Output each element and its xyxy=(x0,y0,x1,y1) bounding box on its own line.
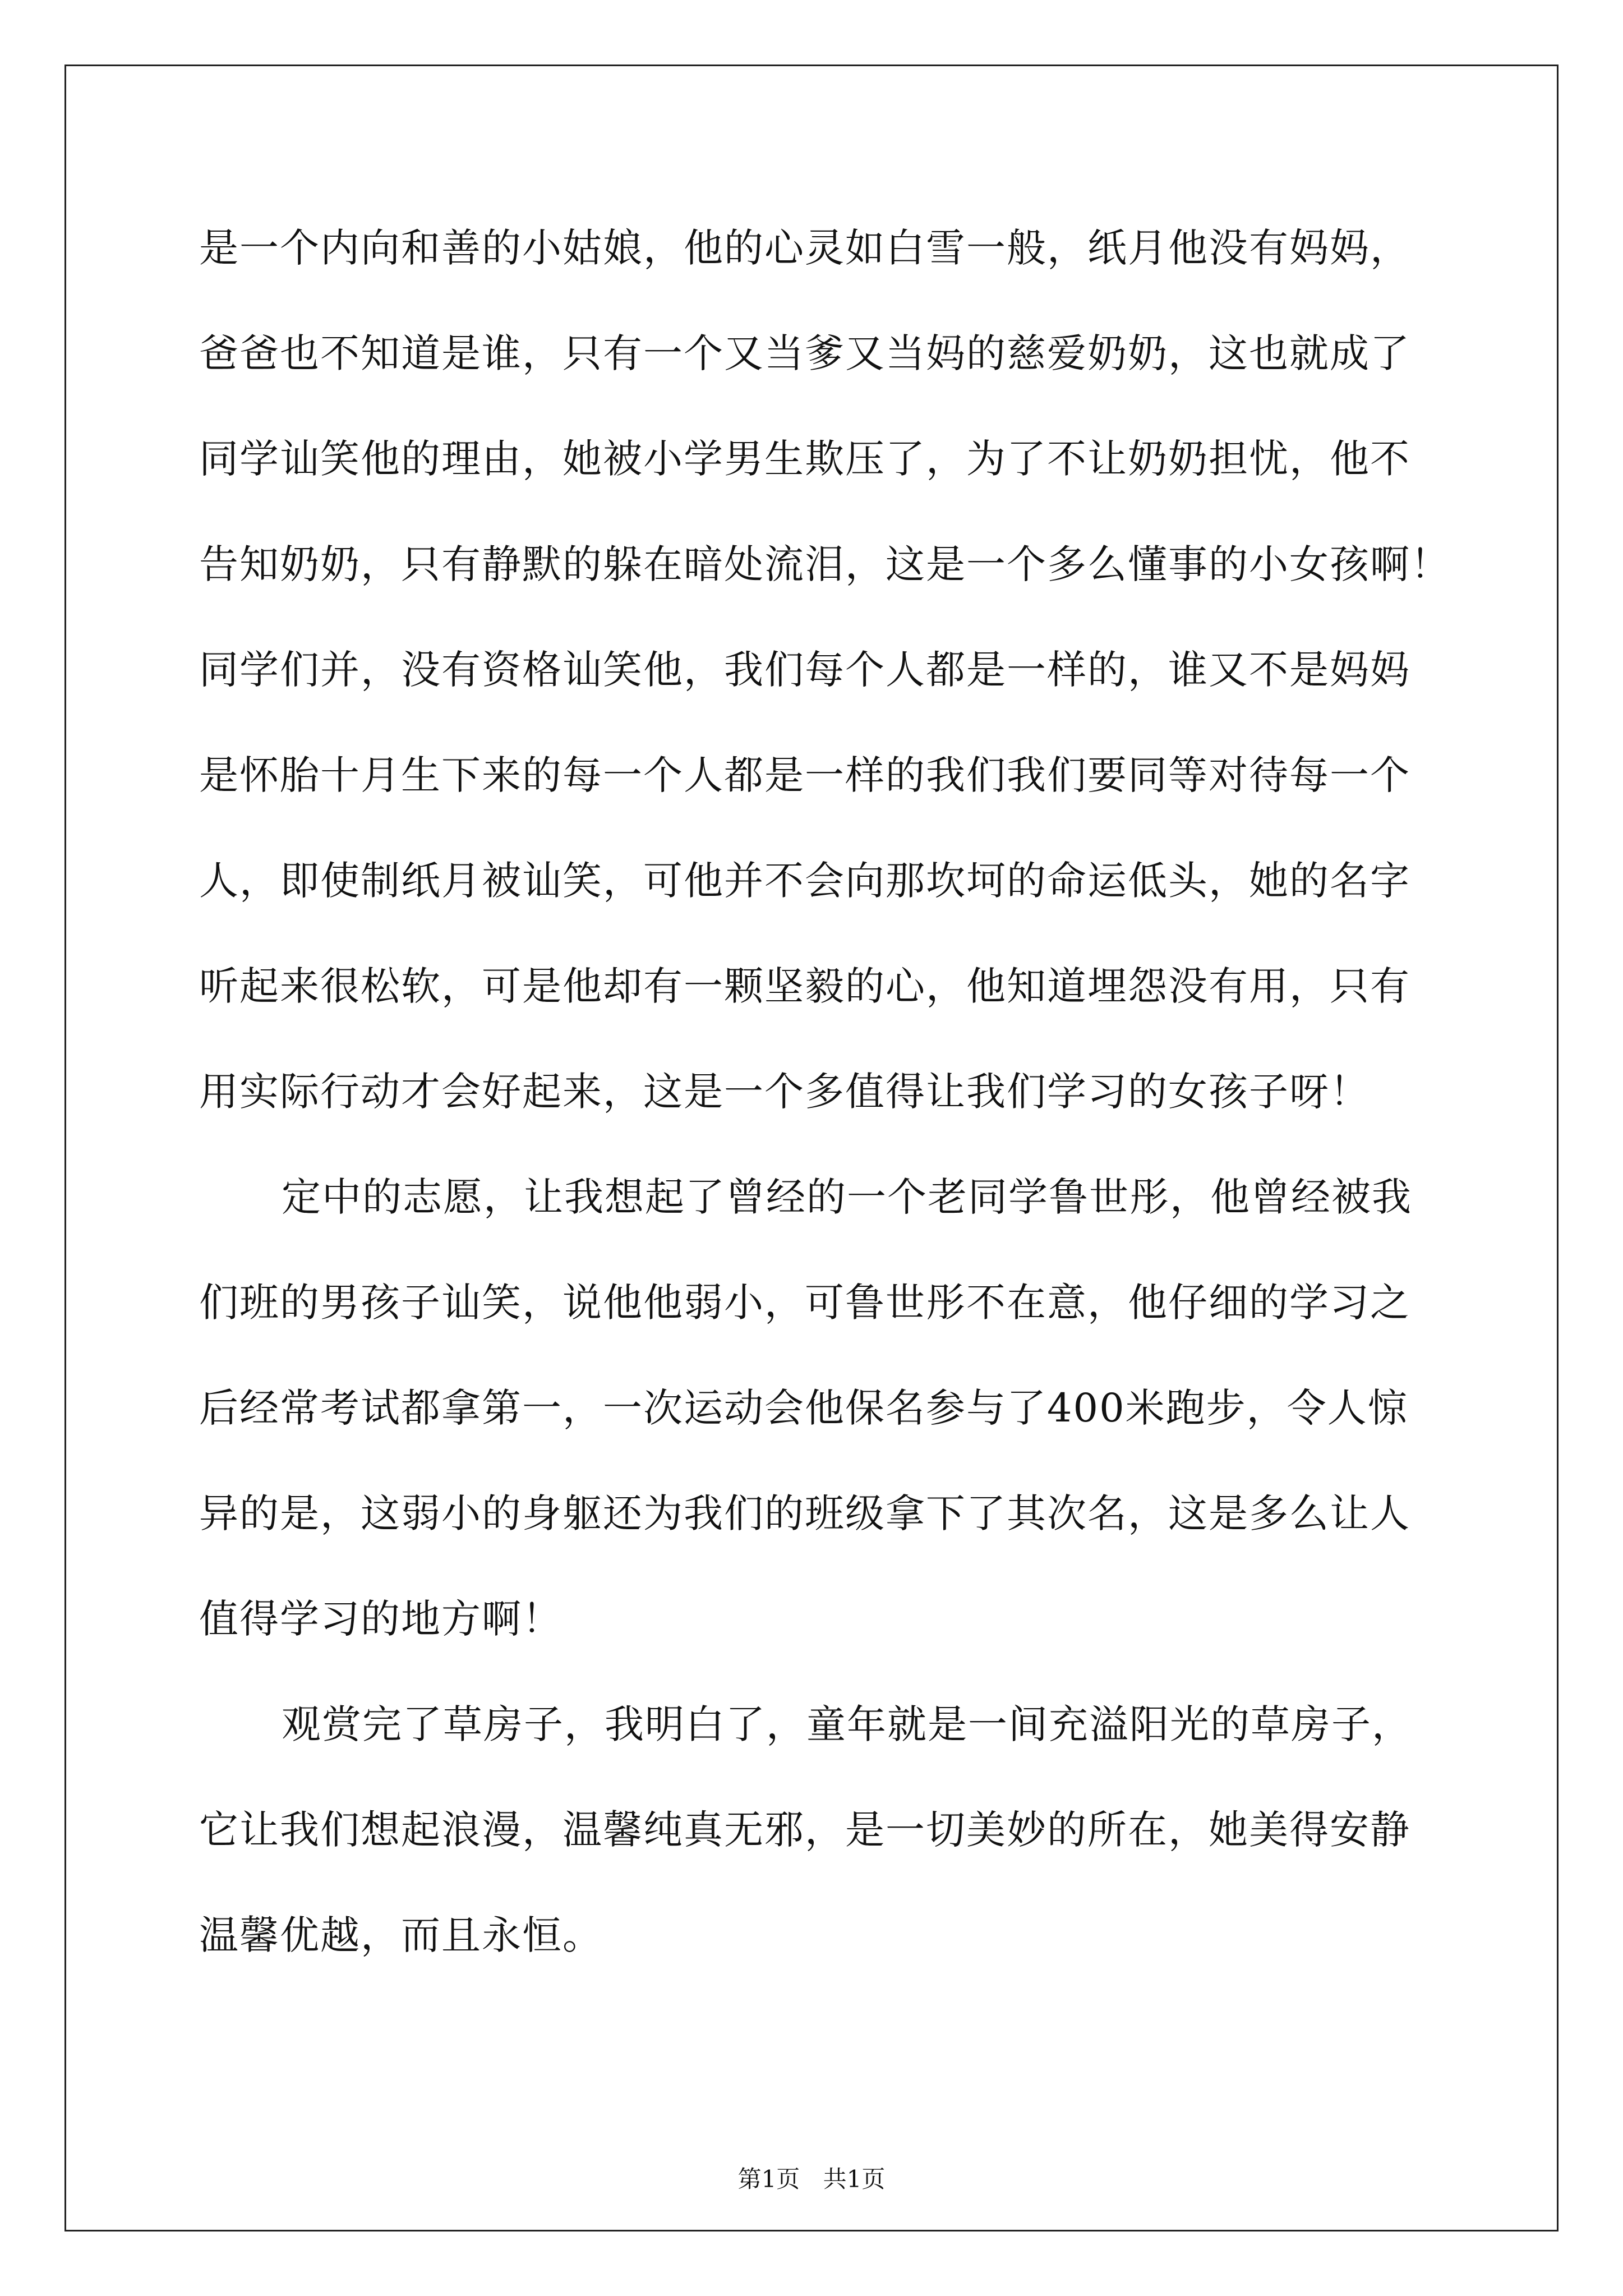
text-line: 是一个内向和善的小姑娘，他的心灵如白雪一般，纸月他没有妈妈， xyxy=(199,225,1410,271)
text-line: 们班的男孩子讪笑，说他他弱小，可鲁世彤不在意，他仔细的学习之 xyxy=(199,1280,1410,1326)
text-line: 爸爸也不知道是谁，只有一个又当爹又当妈的慈爱奶奶，这也就成了 xyxy=(199,330,1410,376)
text-line: 温馨优越，而且永恒。 xyxy=(199,1912,603,1958)
paragraph-start-line: 定中的志愿，让我想起了曾经的一个老同学鲁世彤，他曾经被我 xyxy=(282,1174,1412,1220)
text-line: 用实际行动才会好起来，这是一个多值得让我们学习的女孩子呀！ xyxy=(199,1069,1370,1115)
text-line: 告知奶奶，只有静默的躲在暗处流泪，这是一个多么懂事的小女孩啊！ xyxy=(199,541,1451,587)
text-line: 是怀胎十月生下来的每一个人都是一样的我们我们要同等对待每一个 xyxy=(199,752,1410,798)
text-line: 值得学习的地方啊！ xyxy=(199,1596,562,1642)
text-line: 异的是，这弱小的身躯还为我们的班级拿下了其次名，这是多么让人 xyxy=(199,1490,1410,1536)
paragraph-start-line: 观赏完了草房子，我明白了，童年就是一间充溢阳光的草房子， xyxy=(282,1701,1412,1747)
text-line: 同学讪笑他的理由，她被小学男生欺压了，为了不让奶奶担忧，他不 xyxy=(199,436,1410,482)
text-line: 后经常考试都拿第一，一次运动会他保名参与了400米跑步，令人惊 xyxy=(199,1385,1408,1431)
text-line: 人，即使制纸月被讪笑，可他并不会向那坎坷的命运低头，她的名字 xyxy=(199,858,1410,904)
text-line: 听起来很松软，可是他却有一颗坚毅的心，他知道埋怨没有用，只有 xyxy=(199,963,1410,1009)
page-footer xyxy=(0,2162,1623,2196)
page-number: 第1页 xyxy=(737,2165,800,2193)
page-total: 共1页 xyxy=(823,2165,886,2193)
text-line: 同学们并，没有资格讪笑他，我们每个人都是一样的，谁又不是妈妈 xyxy=(199,647,1410,693)
text-line: 它让我们想起浪漫，温馨纯真无邪，是一切美妙的所在，她美得安静 xyxy=(199,1807,1410,1853)
page-border xyxy=(64,65,1559,2231)
